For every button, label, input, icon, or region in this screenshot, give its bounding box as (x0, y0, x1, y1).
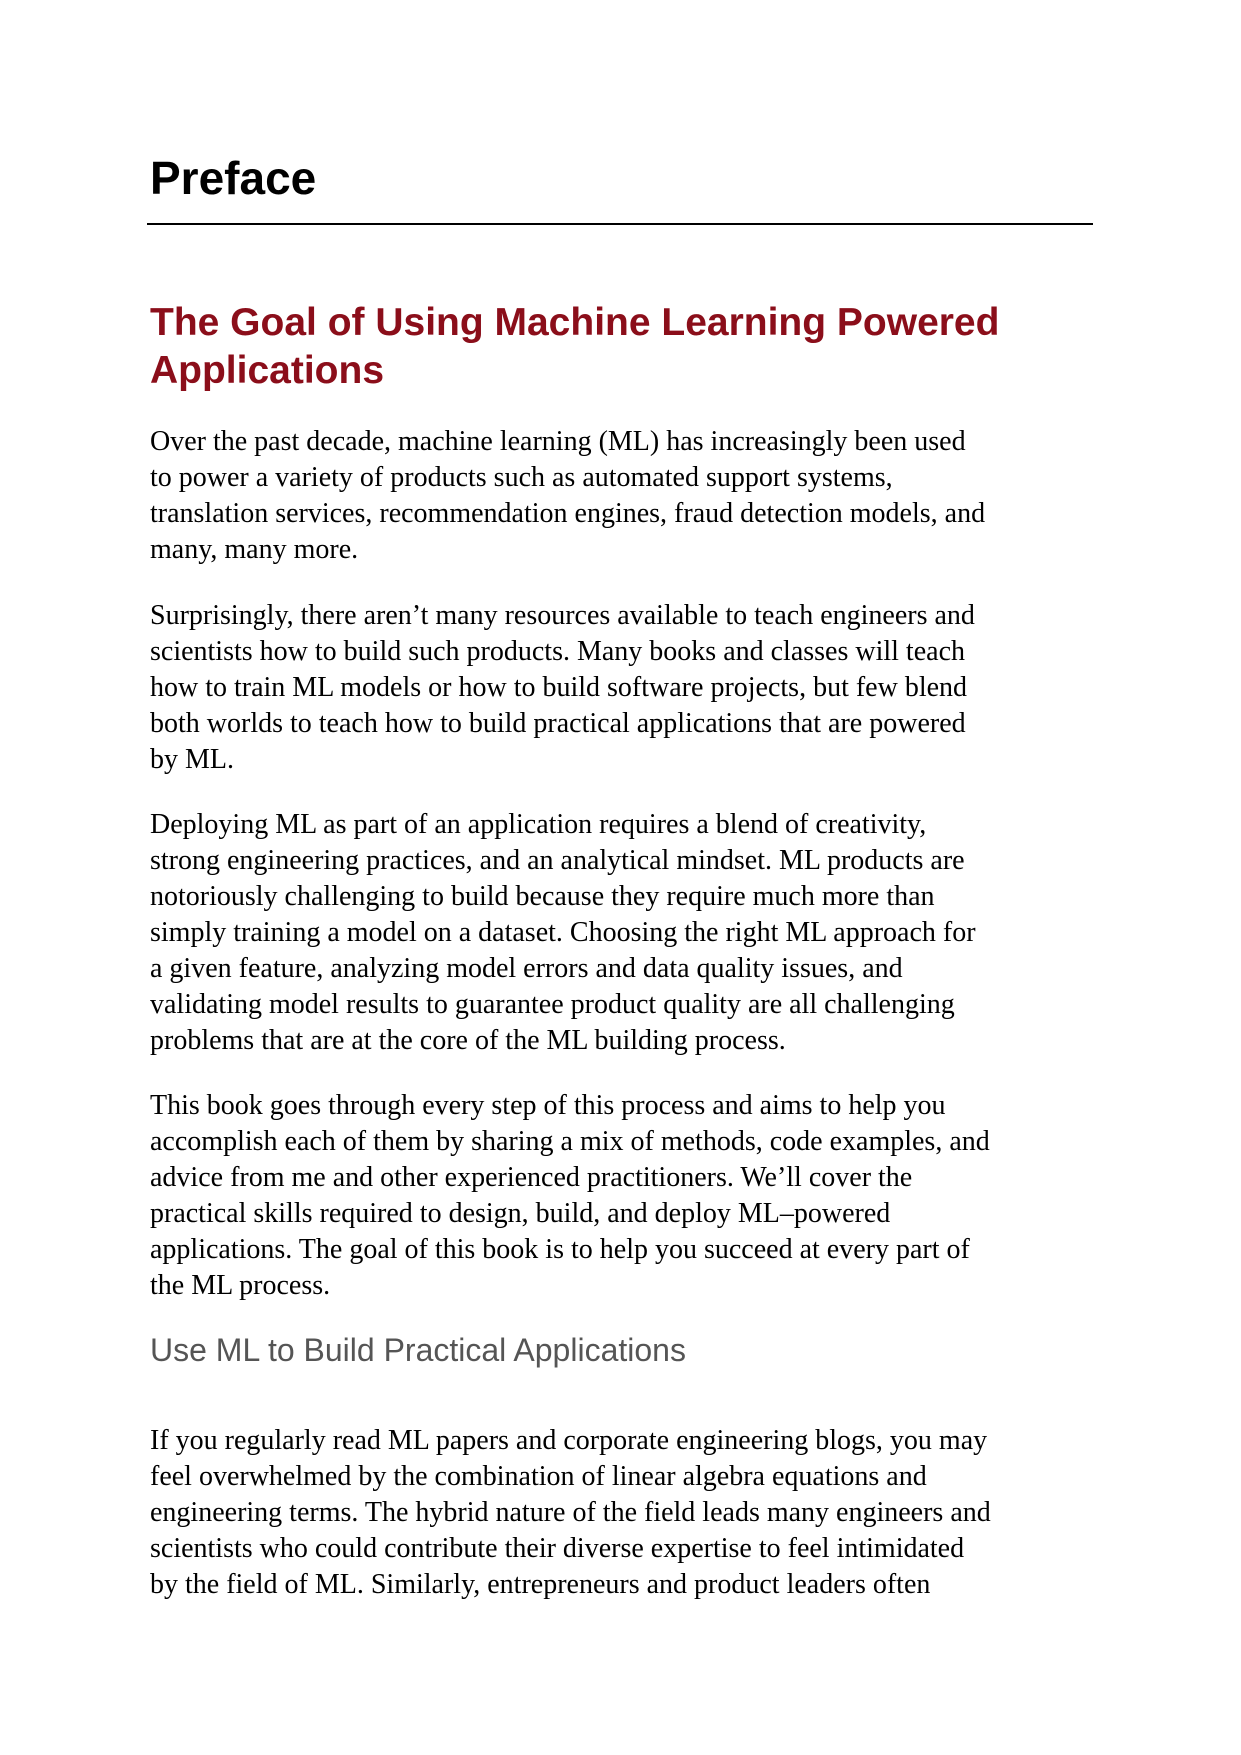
title-rule-divider (147, 223, 1093, 225)
subsection-heading: Use ML to Build Practical Applications (150, 1332, 686, 1368)
paragraph-3 (150, 807, 1095, 1059)
paragraph-line: notoriously challenging to build because they require much more than (150, 881, 935, 912)
paragraph-line: strong engineering practices, and an analytical mindset. ML products are (150, 845, 965, 876)
chapter-title: Preface (150, 152, 317, 204)
paragraph-line: Over the past decade, machine learning (ML) has increasingly been used (150, 426, 966, 457)
section-heading (150, 299, 1090, 395)
paragraph-1 (150, 424, 1095, 568)
section-heading-line: Applications (150, 349, 385, 392)
paragraph-line: both worlds to teach how to build practical applications that are powered (150, 708, 966, 739)
paragraph-2 (150, 598, 1095, 778)
paragraph-line: scientists how to build such products. Many books and classes will teach (150, 636, 965, 667)
paragraph-5 (150, 1423, 1095, 1603)
paragraph-line: accomplish each of them by sharing a mix of methods, code examples, and (150, 1126, 990, 1157)
paragraph-line: many, many more. (150, 534, 359, 565)
paragraph-line: engineering terms. The hybrid nature of the field leads many engineers and (150, 1497, 991, 1528)
paragraph-line: by ML. (150, 744, 234, 775)
paragraph-line: a given feature, analyzing model errors and data quality issues, and (150, 953, 903, 984)
paragraph-line: validating model results to guarantee product quality are all challenging (150, 989, 955, 1020)
paragraph-line: feel overwhelmed by the combination of linear algebra equations and (150, 1461, 927, 1492)
paragraph-line: problems that are at the core of the ML building process. (150, 1025, 786, 1056)
paragraph-line: to power a variety of products such as automated support systems, (150, 462, 893, 493)
paragraph-line: Deploying ML as part of an application requires a blend of creativity, (150, 809, 927, 840)
paragraph-line: applications. The goal of this book is to help you succeed at every part of (150, 1234, 970, 1265)
paragraph-line: by the field of ML. Similarly, entrepreneurs and product leaders often (150, 1569, 931, 1600)
paragraph-line: Surprisingly, there aren’t many resources available to teach engineers and (150, 600, 975, 631)
paragraph-line: translation services, recommendation engines, fraud detection models, and (150, 498, 986, 529)
paragraph-4 (150, 1088, 1095, 1304)
section-heading-line: The Goal of Using Machine Learning Powered (150, 301, 1000, 344)
paragraph-line: scientists who could contribute their diverse expertise to feel intimidated (150, 1533, 965, 1564)
paragraph-line: advice from me and other experienced practitioners. We’ll cover the (150, 1162, 913, 1193)
paragraph-line: This book goes through every step of this process and aims to help you (150, 1090, 946, 1121)
paragraph-line: If you regularly read ML papers and corporate engineering blogs, you may (150, 1425, 988, 1456)
paragraph-line: the ML process. (150, 1270, 331, 1301)
paragraph-line: practical skills required to design, build, and deploy ML–powered (150, 1198, 891, 1229)
paragraph-line: how to train ML models or how to build software projects, but few blend (150, 672, 968, 703)
paragraph-line: simply training a model on a dataset. Choosing the right ML approach for (150, 917, 976, 948)
